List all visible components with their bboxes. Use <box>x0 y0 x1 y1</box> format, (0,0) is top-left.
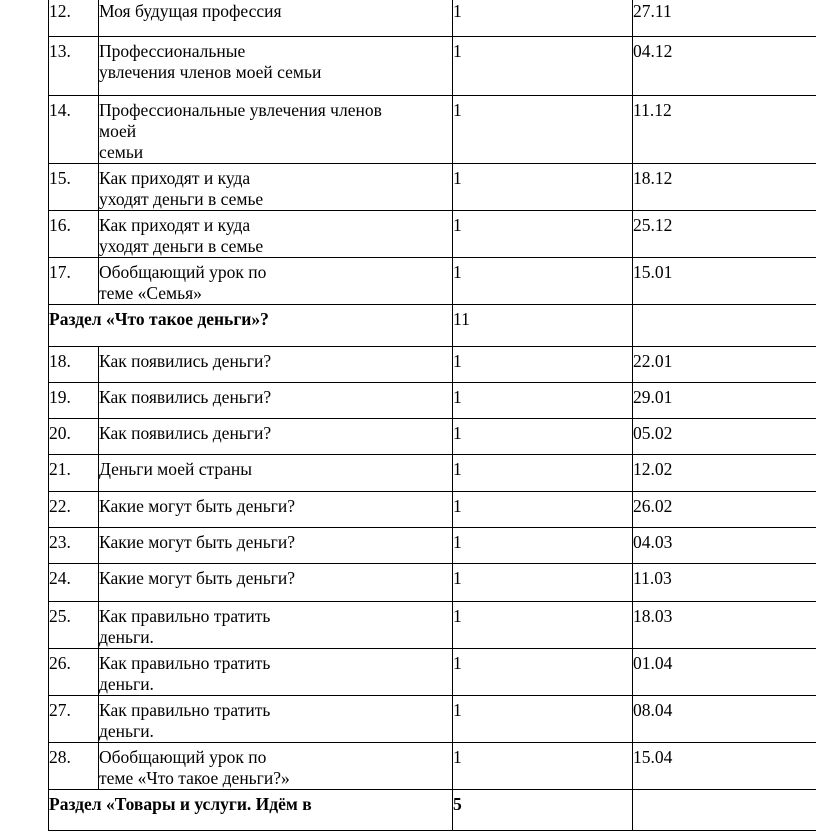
lesson-number: 27. <box>49 696 99 743</box>
lesson-number: 15. <box>49 164 99 211</box>
lesson-row <box>49 743 816 790</box>
lesson-number: 24. <box>49 564 99 602</box>
lesson-topic <box>99 564 453 602</box>
lesson-topic-line: Моя будущая профессия <box>99 1 282 21</box>
lesson-number: 23. <box>49 528 99 564</box>
lesson-date: 08.04 <box>633 696 816 743</box>
lesson-topic-line: теме «Семья» <box>99 283 202 303</box>
lesson-topic-line: уходят деньги в семье <box>99 236 264 256</box>
lesson-date: 22.01 <box>633 347 816 383</box>
lesson-row <box>49 419 816 455</box>
lesson-hours: 1 <box>453 455 633 492</box>
lesson-number: 26. <box>49 649 99 696</box>
lesson-hours: 1 <box>453 492 633 528</box>
lesson-hours: 1 <box>453 649 633 696</box>
lesson-number: 20. <box>49 419 99 455</box>
lesson-number: 12. <box>49 0 99 37</box>
lesson-date: 15.04 <box>633 743 816 790</box>
lesson-hours: 1 <box>453 419 633 455</box>
lesson-topic-line: Как появились деньги? <box>99 387 272 407</box>
lesson-date: 01.04 <box>633 649 816 696</box>
lesson-topic-line: Как появились деньги? <box>99 351 272 371</box>
lessons-group-money <box>49 347 816 790</box>
lesson-hours: 1 <box>453 743 633 790</box>
lesson-topic-line: Какие могут быть деньги? <box>99 532 295 552</box>
lesson-topic-line: семьи <box>99 142 144 162</box>
lesson-topic <box>99 96 453 164</box>
section-hours: 11 <box>453 305 633 347</box>
lesson-topic-line: Как правильно тратить <box>99 700 271 720</box>
section-row <box>49 305 816 347</box>
lesson-row <box>49 383 816 419</box>
lesson-hours: 1 <box>453 347 633 383</box>
section-row <box>49 790 816 831</box>
lesson-row <box>49 37 816 96</box>
lesson-topic <box>99 37 453 96</box>
lesson-topic <box>99 164 453 211</box>
lesson-topic-line: уходят деньги в семье <box>99 189 264 209</box>
section-row-goods <box>49 790 816 831</box>
lesson-row <box>49 649 816 696</box>
lesson-hours: 1 <box>453 528 633 564</box>
lesson-date: 11.12 <box>633 96 816 164</box>
lesson-row <box>49 528 816 564</box>
lesson-topic-line: Как правильно тратить <box>99 653 271 673</box>
lesson-row <box>49 96 816 164</box>
lesson-number: 14. <box>49 96 99 164</box>
lesson-topic <box>99 347 453 383</box>
lesson-topic <box>99 649 453 696</box>
lesson-hours: 1 <box>453 258 633 305</box>
lesson-topic-line: Профессиональные увлечения членов <box>99 100 382 120</box>
lesson-row <box>49 492 816 528</box>
lesson-number: 25. <box>49 602 99 649</box>
lesson-number: 13. <box>49 37 99 96</box>
lesson-number: 21. <box>49 455 99 492</box>
lesson-number: 22. <box>49 492 99 528</box>
section-hours: 5 <box>453 790 633 831</box>
lesson-number: 18. <box>49 347 99 383</box>
lesson-hours: 1 <box>453 383 633 419</box>
lesson-row <box>49 258 816 305</box>
lesson-date: 18.03 <box>633 602 816 649</box>
lesson-date: 04.12 <box>633 37 816 96</box>
lesson-topic-line: деньги. <box>99 721 154 741</box>
lesson-topic <box>99 419 453 455</box>
lesson-hours: 1 <box>453 564 633 602</box>
lesson-row <box>49 0 816 37</box>
lesson-topic <box>99 211 453 258</box>
lesson-date: 26.02 <box>633 492 816 528</box>
lesson-topic-line: Как правильно тратить <box>99 606 271 626</box>
lesson-topic-line: теме «Что такое деньги?» <box>99 768 290 788</box>
lesson-row <box>49 564 816 602</box>
section-date-empty <box>633 305 816 347</box>
lesson-topic-line: моей <box>99 121 137 141</box>
lesson-row <box>49 602 816 649</box>
lesson-hours: 1 <box>453 0 633 37</box>
section-title: Раздел «Что такое деньги»? <box>49 305 453 347</box>
lesson-number: 28. <box>49 743 99 790</box>
lesson-hours: 1 <box>453 211 633 258</box>
lesson-row <box>49 347 816 383</box>
lesson-date: 15.01 <box>633 258 816 305</box>
section-title: Раздел «Товары и услуги. Идём в <box>49 790 453 831</box>
lesson-topic-line: Как появились деньги? <box>99 423 272 443</box>
lesson-date: 11.03 <box>633 564 816 602</box>
lesson-topic-line: Какие могут быть деньги? <box>99 568 295 588</box>
lesson-topic <box>99 383 453 419</box>
lesson-date: 12.02 <box>633 455 816 492</box>
lesson-row <box>49 696 816 743</box>
lesson-topic-line: Профессиональные <box>99 41 246 61</box>
lesson-hours: 1 <box>453 37 633 96</box>
lesson-date: 18.12 <box>633 164 816 211</box>
lesson-row <box>49 211 816 258</box>
lesson-topic <box>99 0 453 37</box>
lesson-topic <box>99 743 453 790</box>
lesson-number: 17. <box>49 258 99 305</box>
lessons-group-family <box>49 0 816 305</box>
lesson-number: 19. <box>49 383 99 419</box>
lesson-topic-line: Обобщающий урок по <box>99 262 267 282</box>
lesson-hours: 1 <box>453 696 633 743</box>
lesson-schedule-table <box>48 0 816 831</box>
lesson-topic-line: Обобщающий урок по <box>99 747 267 767</box>
lesson-topic <box>99 602 453 649</box>
lesson-date: 27.11 <box>633 0 816 37</box>
lesson-date: 04.03 <box>633 528 816 564</box>
lesson-topic <box>99 258 453 305</box>
lesson-topic-line: увлечения членов моей семьи <box>99 62 322 82</box>
lesson-topic-line: Как приходят и куда <box>99 215 251 235</box>
lesson-number: 16. <box>49 211 99 258</box>
lesson-hours: 1 <box>453 602 633 649</box>
lesson-topic-line: деньги. <box>99 674 154 694</box>
lesson-topic <box>99 696 453 743</box>
lesson-topic-line: Деньги моей страны <box>99 459 252 479</box>
lesson-date: 29.01 <box>633 383 816 419</box>
lesson-topic <box>99 455 453 492</box>
lesson-topic-line: Какие могут быть деньги? <box>99 496 295 516</box>
lesson-hours: 1 <box>453 96 633 164</box>
lesson-row <box>49 164 816 211</box>
lesson-date: 05.02 <box>633 419 816 455</box>
lesson-topic <box>99 492 453 528</box>
lesson-row <box>49 455 816 492</box>
section-row-money <box>49 305 816 347</box>
lesson-hours: 1 <box>453 164 633 211</box>
lesson-date: 25.12 <box>633 211 816 258</box>
section-date-empty <box>633 790 816 831</box>
lesson-topic <box>99 528 453 564</box>
lesson-topic-line: деньги. <box>99 627 154 647</box>
lesson-topic-line: Как приходят и куда <box>99 168 251 188</box>
